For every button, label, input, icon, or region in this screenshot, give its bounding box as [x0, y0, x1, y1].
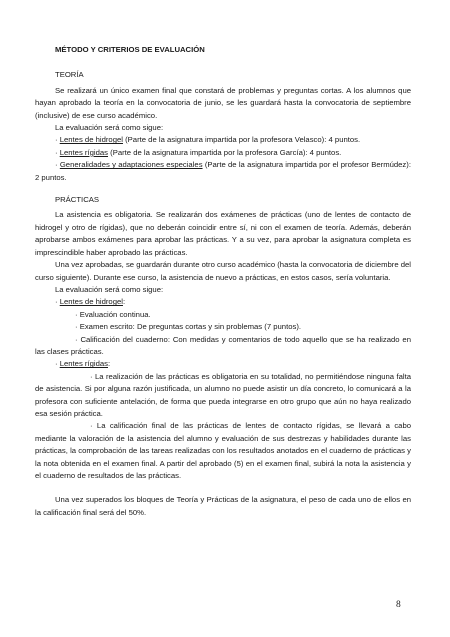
practicas-eval-intro: La evaluación será como sigue: — [55, 284, 164, 294]
teoria-paragraph: Se realizará un único examen final que constará de problemas y preguntas cortas. A los alumnos que hayan aprobado la teoría en la convocatoria de junio, se les guardará hasta la convocatoria de septiembre (inclusive) de ese curso académico. — [35, 85, 411, 120]
practicas-paragraph-2: Una vez aprobadas, se guardarán durante otro curso académico (hasta la convocatoria de diciembre del curso siguiente). Durante ese curso, la asistencia de nuevo a prácticas, en estos casos, sería voluntaria. — [35, 260, 411, 282]
item-text: (Parte de la asignatura impartida por el profesor Bermúdez): 2 puntos. — [35, 160, 411, 182]
item-label: Lentes rígidas — [59, 359, 108, 369]
bullet: · — [55, 147, 60, 157]
item-text: (Parte de la asignatura impartida por la profesora García): 4 puntos. — [108, 147, 342, 157]
teoria-heading: TEORÍA — [55, 70, 84, 80]
item-label: Generalidades y adaptaciones especiales — [59, 160, 203, 170]
bullet: · — [55, 135, 60, 145]
practicas-heading: PRÁCTICAS — [55, 195, 99, 205]
hidrogel-sub-1: · Evaluación continua. — [75, 309, 151, 319]
bullet: · — [55, 160, 60, 170]
practicas-paragraph-1: La asistencia es obligatoria. Se realizarán dos exámenes de prácticas (uno de lentes de contacto de hidrogel y otro de rígidas), que no deberán coincidir entre sí, ni con el examen de teoría. Además, deberán aprobarse ambos exámenes para aprobar las prácticas. Y a su vez, para aprobar la asignatura completa es imprescindible haber aprobado las prácticas. — [35, 210, 411, 257]
teoria-eval-intro: La evaluación será como sigue: — [55, 123, 164, 133]
bullet: · — [55, 297, 60, 307]
practicas-item-hidrogel — [55, 296, 411, 308]
item-suffix: : — [108, 359, 111, 369]
item-suffix: : — [122, 297, 126, 307]
section-title: MÉTODO Y CRITERIOS DE EVALUACIÓN — [55, 45, 205, 54]
teoria-item-generalidades — [35, 159, 411, 184]
item-text: (Parte de la asignatura impartida por la profesora Velasco): 4 puntos. — [122, 135, 361, 145]
item-label: Lentes rígidas — [59, 147, 108, 157]
item-label: Lentes de hidrogel — [59, 297, 123, 307]
bullet: · — [55, 359, 60, 369]
teoria-item-rigidas — [55, 147, 411, 159]
teoria-item-hidrogel — [55, 134, 411, 146]
document-body — [35, 44, 411, 519]
hidrogel-sub-2: · Examen escrito: De preguntas cortas y sin problemas (7 puntos). — [75, 322, 302, 332]
final-paragraph: Una vez superados los bloques de Teoría y Prácticas de la asignatura, el peso de cada uno de ellos en la calificación final será del 50%. — [35, 495, 411, 517]
rigidas-sub-1: · La realización de las prácticas es obligatoria en su totalidad, no permitiéndose ninguna falta de asistencia. Si por alguna razón justificada, un alumno no puede asistir un día concreto, lo comunicará a la profesora con suficiente antelación, de forma que pueda integrarse en otro grupo que aún no haya realizado esa sesión práctica. — [35, 371, 411, 418]
page-number: 8 — [396, 600, 401, 610]
hidrogel-sub-3: · Calificación del cuaderno: Con medidas y comentarios de todo aquello que se ha realizado en las clases prácticas. — [35, 334, 411, 356]
item-label: Lentes de hidrogel — [59, 135, 123, 145]
rigidas-sub-2: · La calificación final de las prácticas de lentes de contacto rígidas, se llevará a cabo mediante la valoración de la asistencia del alumno y evaluación de sus destrezas y habilidades durante las prácticas, la comprobación de las tareas realizadas con los resultados anotados en el cuaderno de prácticas y la nota obtenida en el examen final. A partir del aprobado (5) en el examen final, subirá la nota la asistencia y el cuaderno de resultados de las prácticas. — [35, 421, 411, 480]
practicas-item-rigidas — [55, 358, 411, 370]
